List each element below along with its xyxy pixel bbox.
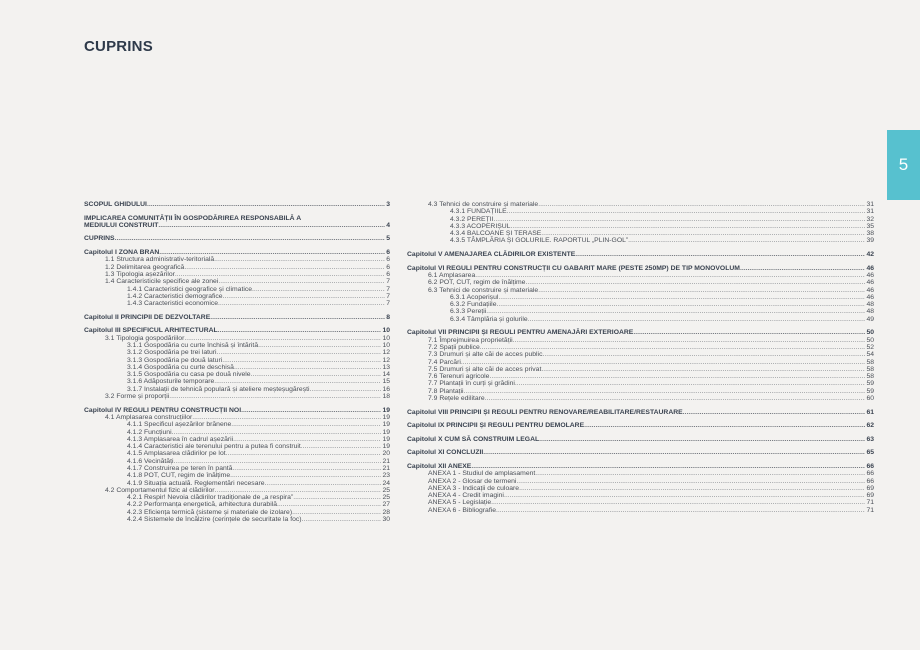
toc-entry-page-number: 71	[866, 499, 874, 507]
toc-entry-page-number: 69	[866, 484, 874, 492]
toc-entry-label: 4.1.9 Situația actuală. Reglementări necesare	[127, 479, 265, 487]
toc-entry-label: 3.1.3 Gospodăria pe două laturi	[127, 356, 223, 364]
toc-entry-label: Capitolul I ZONA BRAN	[84, 249, 160, 257]
toc-entry-page-number: 6	[386, 249, 390, 257]
toc-entry-label: 1.4.1 Caracteristici geografice și climatice	[127, 285, 253, 293]
toc-entry[interactable]	[407, 201, 874, 208]
toc-entry[interactable]	[84, 386, 390, 393]
toc-entry-label: 3.1.1 Gospodăria cu curte închisă și întărită	[127, 341, 259, 349]
toc-entry-page-number: 10	[382, 327, 390, 335]
toc-entry-page-number: 58	[866, 358, 874, 366]
toc-entry-label: 4.1.1 Specificul așezărilor brănene	[127, 421, 232, 429]
toc-entry-label: Capitolul II PRINCIPII DE DEZVOLTARE	[84, 313, 211, 321]
toc-entry[interactable]	[407, 478, 874, 485]
toc-entry-label: Capitolul VIII PRINCIPII ȘI REGULI PENTRU RENOVARE/REABILITARE/RESTAURARE	[407, 408, 683, 416]
toc-entry-page-number: 54	[866, 351, 874, 359]
dot-leader	[584, 422, 865, 429]
toc-entry-page-number: 50	[866, 329, 874, 337]
dot-leader	[489, 373, 865, 380]
toc-entry-page-number: 58	[866, 365, 874, 373]
toc-entry[interactable]	[84, 293, 390, 300]
toc-entry-page-number: 18	[382, 393, 390, 401]
dot-leader	[496, 507, 865, 514]
toc-entry-page-number: 19	[382, 428, 390, 436]
dot-leader	[301, 443, 382, 450]
toc-entry-page-number: 71	[866, 506, 874, 514]
dot-leader	[175, 271, 385, 278]
toc-entry-label: IMPLICAREA COMUNITĂȚII ÎN GOSPODĂRIREA RESPONSABILĂ A	[84, 214, 302, 222]
toc-entry-page-number: 3	[386, 201, 390, 208]
toc-entry-page-number: 58	[866, 373, 874, 381]
dot-leader	[475, 272, 865, 279]
dot-leader	[535, 470, 865, 477]
toc-entry-page-number: 21	[382, 457, 390, 465]
dot-leader	[223, 293, 386, 300]
toc-entry-page-number: 31	[866, 201, 874, 208]
toc-entry-page-number: 66	[866, 470, 874, 478]
toc-entry-label: 7.1 Împrejmuirea proprietății	[428, 336, 513, 344]
toc-entry-page-number: 7	[386, 278, 390, 286]
toc-entry-page-number: 7	[386, 300, 390, 308]
dot-leader	[184, 335, 381, 342]
toc-entry[interactable]	[407, 507, 874, 514]
toc-entry-label: 1.4.2 Caracteristici demografice	[127, 292, 223, 300]
toc-entry[interactable]	[407, 395, 874, 402]
dot-leader	[147, 201, 385, 208]
toc-entry-label: 6.2 POT, CUT, regim de înălțime	[428, 279, 526, 287]
dot-leader	[258, 342, 381, 349]
page-title: CUPRINS	[84, 38, 153, 55]
toc-entry-label: SCOPUL GHIDULUI	[84, 201, 147, 208]
toc-entry[interactable]	[407, 436, 874, 443]
toc-entry-page-number: 15	[382, 378, 390, 386]
toc-entry[interactable]	[407, 359, 874, 366]
dot-leader	[292, 509, 381, 516]
toc-entry-label: 6.3.2 Fundațiile	[450, 301, 497, 309]
toc-entry-label: Capitolul IX PRINCIPII ȘI REGULI PENTRU DEMOLARE	[407, 422, 585, 430]
toc-entry[interactable]	[84, 509, 390, 516]
dot-leader	[265, 480, 382, 487]
dot-leader	[218, 278, 385, 285]
toc-entry-label: 4.1.6 Vecinătăți	[127, 457, 174, 465]
dot-leader	[683, 409, 866, 416]
toc-entry-label: 7.8 Plantații	[428, 387, 464, 395]
dot-leader	[528, 316, 866, 323]
toc-entry[interactable]	[84, 450, 390, 457]
toc-entry[interactable]	[407, 251, 874, 258]
dot-leader	[293, 494, 381, 501]
toc-entry[interactable]	[84, 349, 390, 356]
toc-entry-page-number: 13	[382, 363, 390, 371]
toc-entry-page-number: 21	[382, 464, 390, 472]
dot-leader	[633, 329, 865, 336]
dot-leader	[461, 359, 866, 366]
toc-entry-page-number: 25	[382, 486, 390, 494]
toc-entry-label: 3.2 Forme și proporții	[105, 393, 170, 401]
toc-entry[interactable]	[407, 485, 874, 492]
toc-entry-page-number: 48	[866, 301, 874, 309]
toc-entry-page-number: 14	[382, 371, 390, 379]
dot-leader	[538, 287, 865, 294]
dot-leader	[525, 279, 865, 286]
dot-leader	[542, 351, 865, 358]
toc-entry[interactable]	[84, 335, 390, 342]
toc-entry-label: 3.1.5 Gospodăria cu casa pe două nivele	[127, 371, 251, 379]
dot-leader	[169, 393, 381, 400]
toc-entry[interactable]	[407, 366, 874, 373]
toc-entry[interactable]	[84, 516, 390, 523]
toc-entry[interactable]	[407, 316, 874, 323]
toc-entry-label: 7.3 Drumuri și alte căi de acces public	[428, 351, 543, 359]
toc-entry-label: 4.1.3 Amplasarea în cadrul așezării	[127, 435, 234, 443]
dot-leader	[218, 327, 382, 334]
toc-entry[interactable]	[84, 458, 390, 465]
toc-entry-page-number: 66	[866, 462, 874, 470]
toc-entry-page-number: 27	[382, 501, 390, 509]
toc-entry[interactable]	[407, 409, 874, 416]
toc-entry[interactable]	[84, 249, 390, 256]
dot-leader	[485, 395, 866, 402]
toc-entry-label: 7.6 Terenuri agricole	[428, 373, 490, 381]
toc-entry-label: Capitolul III SPECIFICUL ARHITECTURAL	[84, 327, 218, 335]
toc-entry[interactable]	[407, 272, 874, 279]
toc-entry[interactable]	[84, 487, 390, 494]
dot-leader	[210, 314, 385, 321]
toc-entry[interactable]	[407, 499, 874, 506]
toc-entry-page-number: 19	[382, 413, 390, 421]
toc-entry[interactable]	[84, 480, 390, 487]
toc-entry-page-number: 60	[866, 395, 874, 403]
toc-entry-page-number: 63	[866, 435, 874, 443]
toc-entry-page-number: 19	[382, 443, 390, 451]
dot-leader	[214, 256, 385, 263]
dot-leader	[510, 223, 865, 230]
toc-entry[interactable]	[407, 216, 874, 223]
toc-entry[interactable]	[407, 223, 874, 230]
dot-leader	[173, 458, 381, 465]
toc-entry[interactable]	[407, 344, 874, 351]
dot-leader	[498, 294, 865, 301]
dot-leader	[234, 364, 382, 371]
dot-leader	[538, 201, 865, 208]
toc-entry-label: 1.4 Caracteristicile specifice ale zonei	[105, 278, 219, 286]
toc-entry[interactable]	[407, 373, 874, 380]
dot-leader	[215, 487, 382, 494]
dot-leader	[491, 499, 865, 506]
toc-entry-page-number: 10	[382, 334, 390, 342]
toc-entry-label: 4.3 Tehnici de construire și materiale	[428, 201, 539, 208]
toc-entry[interactable]	[84, 407, 390, 414]
toc-entry-page-number: 24	[382, 479, 390, 487]
dot-leader	[115, 235, 386, 242]
toc-entry-page-number: 32	[866, 215, 874, 223]
dot-leader	[513, 337, 866, 344]
toc-entry-label: ANEXA 4 - Credit imagini	[428, 492, 504, 500]
dot-leader	[471, 463, 865, 470]
dot-leader	[516, 478, 865, 485]
toc-entry-label: 6.3.4 Tâmplăria și golurile	[450, 315, 528, 323]
toc-entry-label: 3.1.2 Gospodăria pe trei laturi	[127, 349, 217, 357]
dot-leader	[184, 264, 385, 271]
dot-leader	[575, 251, 865, 258]
toc-entry-page-number: 7	[386, 285, 390, 293]
dot-leader	[172, 429, 382, 436]
toc-entry-label: 6.1 Amplasarea	[428, 271, 476, 279]
dot-leader	[251, 371, 382, 378]
toc-entry-page-number: 46	[866, 271, 874, 279]
toc-entry[interactable]	[84, 421, 390, 428]
toc-entry[interactable]	[84, 443, 390, 450]
toc-entry-page-number: 31	[866, 208, 874, 216]
toc-entry-page-number: 6	[386, 256, 390, 264]
toc-entry-page-number: 19	[382, 435, 390, 443]
toc-entry-label: 1.3 Tipologia așezărilor	[105, 270, 175, 278]
toc-entry[interactable]	[84, 429, 390, 436]
dot-leader	[628, 237, 865, 244]
toc-entry-label: 4.1.4 Caracteristici ale terenului pentru a putea fi construit	[127, 443, 301, 451]
dot-leader	[496, 301, 865, 308]
toc-entry[interactable]	[84, 357, 390, 364]
toc-entry-label: 4.3.1 FUNDAȚIILE	[450, 208, 507, 216]
toc-entry-label: Capitolul X CUM SĂ CONSTRUIM LEGAL	[407, 435, 540, 443]
dot-leader	[217, 349, 382, 356]
toc-entry-page-number: 10	[382, 341, 390, 349]
toc-entry-label: 3.1.4 Gospodăria cu curte deschisă	[127, 363, 234, 371]
toc-entry-page-number: 30	[382, 516, 390, 524]
toc-entry[interactable]	[84, 300, 390, 307]
toc-entry-label: 4.3.2 PEREȚII	[450, 215, 494, 223]
toc-entry-label: ANEXA 3 - Indicații de culoare	[428, 484, 520, 492]
toc-entry[interactable]	[84, 393, 390, 400]
dot-leader	[222, 357, 381, 364]
toc-entry-page-number: 23	[382, 472, 390, 480]
toc-entry[interactable]	[84, 472, 390, 479]
dot-leader	[504, 492, 866, 499]
dot-leader	[302, 516, 382, 523]
toc-entry[interactable]	[84, 235, 390, 242]
dot-leader	[310, 386, 382, 393]
toc-entry-label: 3.1.6 Adăposturile temporare	[127, 378, 215, 386]
toc-entry-label: 6.3 Tehnici de construire și materiale	[428, 286, 539, 294]
toc-entry[interactable]	[84, 494, 390, 501]
toc-entry-label: Capitolul XII ANEXE	[407, 462, 472, 470]
toc-entry-label: Capitolul VI REGULI PENTRU CONSTRUCȚII CU GABARIT MARE (PESTE 250MP) DE TIP MONOVOLUM	[407, 264, 740, 272]
toc-entry-label: CUPRINS	[84, 235, 115, 243]
toc-entry[interactable]	[407, 287, 874, 294]
toc-entry-page-number: 7	[386, 292, 390, 300]
toc-entry-label: MEDIULUI CONSTRUIT	[84, 221, 159, 229]
dot-leader	[158, 222, 385, 229]
dot-leader	[740, 265, 865, 272]
toc-entry[interactable]	[84, 314, 390, 321]
toc-entry-page-number: 48	[866, 308, 874, 316]
dot-leader	[464, 388, 866, 395]
toc-column-left	[84, 201, 390, 523]
toc-entry-label: 1.2 Delimitarea geografică	[105, 263, 185, 271]
dot-leader	[159, 249, 385, 256]
toc-entry[interactable]	[84, 364, 390, 371]
dot-leader	[493, 216, 865, 223]
toc-entry-label: Capitolul V AMENAJAREA CLĂDIRILOR EXISTENTE	[407, 251, 576, 259]
toc-entry[interactable]	[84, 256, 390, 263]
toc-entry-label: 4.1.2 Funcțiuni	[127, 428, 172, 436]
toc-entry-page-number: 16	[382, 385, 390, 393]
toc-entry[interactable]	[84, 327, 390, 334]
toc-entry[interactable]	[407, 470, 874, 477]
toc-entry[interactable]	[84, 264, 390, 271]
toc-entry[interactable]	[407, 265, 874, 272]
toc-entry[interactable]	[84, 271, 390, 278]
toc-entry-label: Capitolul XI CONCLUZII	[407, 449, 484, 457]
dot-leader	[218, 300, 385, 307]
toc-entry-page-number: 59	[866, 387, 874, 395]
dot-leader	[277, 501, 381, 508]
dot-leader	[232, 465, 381, 472]
toc-entry-page-number: 46	[866, 279, 874, 287]
toc-entry-page-number: 50	[866, 336, 874, 344]
toc-entry-label: 1.4.3 Caracteristici economice	[127, 300, 219, 308]
toc-entry[interactable]	[407, 380, 874, 387]
toc-entry[interactable]	[84, 501, 390, 508]
toc-entry-label: 4.1.5 Amplasarea clădirilor pe lot	[127, 450, 226, 458]
toc-entry-label: 7.5 Drumuri și alte căi de acces privat	[428, 365, 542, 373]
toc-entry[interactable]	[84, 342, 390, 349]
toc-entry-label: ANEXA 5 - Legislație	[428, 499, 492, 507]
toc-entry-page-number: 12	[382, 349, 390, 357]
toc-entry-page-number: 49	[866, 315, 874, 323]
toc-entry[interactable]	[407, 422, 874, 429]
toc-column-right	[407, 201, 874, 514]
toc-entry-label: Capitolul IV REGULI PENTRU CONSTRUCȚII NOI	[84, 406, 242, 414]
toc-entry[interactable]	[84, 201, 390, 208]
toc-entry-label: 7.9 Rețele edilitare	[428, 395, 485, 403]
toc-entry-page-number: 39	[866, 237, 874, 245]
dot-leader	[231, 421, 381, 428]
toc-entry-page-number: 65	[866, 449, 874, 457]
toc-entry[interactable]	[84, 286, 390, 293]
toc-entry-page-number: 38	[866, 230, 874, 238]
toc-entry-page-number: 66	[866, 477, 874, 485]
toc-entry[interactable]	[407, 463, 874, 470]
toc-entry-label: 4.2.4 Sistemele de încălzire (cerințele de securitate la foc)	[127, 516, 302, 524]
toc-entry-page-number: 46	[866, 264, 874, 272]
toc-entry-label: 4.2.2 Performanța energetică, arhitectura durabilă	[127, 501, 277, 509]
toc-entry-page-number: 62	[866, 422, 874, 430]
toc-entry-label: 4.1.8 POT, CUT, regim de înălțime	[127, 472, 231, 480]
toc-entry-page-number: 61	[866, 408, 874, 416]
toc-entry[interactable]	[407, 237, 874, 244]
toc-entry-label: 4.2.1 Respir! Nevoia clădirilor tradiționale de „a respira”	[127, 494, 294, 502]
toc-entry-label: Capitolul VII PRINCIPII ȘI REGULI PENTRU AMENAJĂRI EXTERIOARE	[407, 329, 634, 337]
toc-entry-label: 4.3.4 BALCOANE ȘI TERASE	[450, 230, 542, 238]
dot-leader	[539, 436, 865, 443]
toc-entry-label: 4.2 Comportamentul fizic al clădirilor	[105, 486, 215, 494]
toc-entry-page-number: 19	[382, 406, 390, 414]
toc-entry[interactable]	[407, 351, 874, 358]
dot-leader	[192, 414, 381, 421]
toc-entry[interactable]	[84, 378, 390, 385]
dot-leader	[241, 407, 381, 414]
toc-entry-page-number: 4	[386, 221, 390, 229]
dot-leader	[233, 436, 381, 443]
toc-entry-page-number: 46	[866, 293, 874, 301]
toc-entry-page-number: 46	[866, 286, 874, 294]
toc-entry-label: 7.7 Plantații în curți și grădini	[428, 380, 515, 388]
toc-entry-label: 7.2 Spații publice	[428, 343, 480, 351]
page-number-tab: 5	[887, 130, 920, 200]
toc-entry-page-number: 35	[866, 222, 874, 230]
toc-entry[interactable]	[84, 278, 390, 285]
toc-entry[interactable]	[407, 337, 874, 344]
toc-entry-page-number: 6	[386, 270, 390, 278]
toc-entry-label: ANEXA 1 - Studiul de amplasament	[428, 470, 536, 478]
toc-entry-label: 4.1 Amplasarea construcțiilor	[105, 413, 193, 421]
toc-entry-label: 3.1.7 Instalații de tehnică populară și ateliere meșteșugărești	[127, 385, 310, 393]
toc-entry[interactable]	[84, 215, 390, 230]
toc-entry-label: 4.1.7 Construirea pe teren în pantă	[127, 464, 233, 472]
dot-leader	[519, 485, 865, 492]
toc-entry[interactable]	[407, 308, 874, 315]
toc-entry-page-number: 20	[382, 450, 390, 458]
toc-entry[interactable]	[407, 301, 874, 308]
toc-entry-page-number: 52	[866, 343, 874, 351]
toc-entry-page-number: 5	[386, 235, 390, 243]
dot-leader	[480, 344, 866, 351]
toc-entry[interactable]	[407, 388, 874, 395]
toc-entry-label: 3.1 Tipologia gospodăriilor	[105, 334, 185, 342]
toc-entry-page-number: 19	[382, 421, 390, 429]
toc-entry-page-number: 42	[866, 251, 874, 259]
toc-entry[interactable]	[407, 294, 874, 301]
toc-entry-page-number: 6	[386, 263, 390, 271]
toc-entry-label: 1.1 Structura administrativ-teritorială	[105, 256, 215, 264]
toc-entry-label: ANEXA 2 - Glosar de termeni	[428, 477, 517, 485]
dot-leader	[486, 308, 865, 315]
dot-leader	[483, 449, 865, 456]
toc-entry[interactable]	[407, 329, 874, 336]
toc-entry[interactable]	[407, 449, 874, 456]
dot-leader	[214, 378, 381, 385]
toc-entry[interactable]	[407, 279, 874, 286]
toc-entry-label: 4.2.3 Eficiența termică (sisteme și materiale de izolare)	[127, 508, 293, 516]
toc-entry-page-number: 59	[866, 380, 874, 388]
toc-entry-label: 4.3.3 ACOPERIȘUL	[450, 222, 511, 230]
dot-leader	[515, 380, 866, 387]
dot-leader	[226, 450, 382, 457]
toc-entry-page-number: 28	[382, 508, 390, 516]
toc-entry[interactable]	[84, 414, 390, 421]
toc-entry[interactable]	[84, 371, 390, 378]
dot-leader	[507, 208, 866, 215]
toc-entry-label: 4.3.5 TÂMPLĂRIA ȘI GOLURILE. RAPORTUL „PLIN-GOL”	[450, 237, 629, 245]
toc-entry-label: ANEXA 6 - Bibliografie	[428, 506, 497, 514]
toc-entry-label: 6.3.1 Acoperișul	[450, 293, 499, 301]
toc-entry[interactable]	[407, 208, 874, 215]
toc-entry-page-number: 8	[386, 313, 390, 321]
toc-entry-page-number: 69	[866, 492, 874, 500]
toc-entry[interactable]	[84, 436, 390, 443]
toc-entry-label: 6.3.3 Pereții	[450, 308, 487, 316]
toc-entry[interactable]	[407, 492, 874, 499]
toc-entry-page-number: 12	[382, 356, 390, 364]
dot-leader	[252, 286, 385, 293]
dot-leader	[541, 366, 865, 373]
toc-entry-page-number: 25	[382, 494, 390, 502]
toc-entry[interactable]	[84, 465, 390, 472]
dot-leader	[230, 472, 381, 479]
toc-entry-label: 7.4 Parcări	[428, 358, 461, 366]
